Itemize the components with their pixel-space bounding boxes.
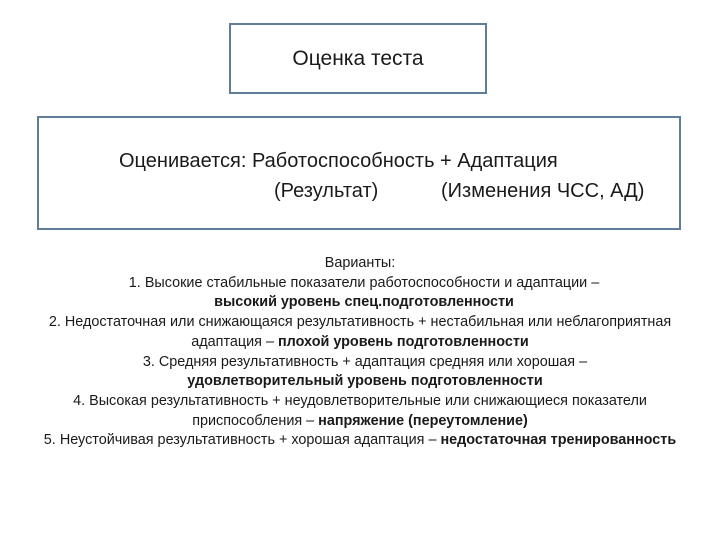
variant-conclusion: плохой уровень подготовленности bbox=[277, 333, 529, 350]
result-label: (Результат) bbox=[274, 180, 379, 202]
variant-item-1 bbox=[30, 274, 690, 313]
variant-item-4 bbox=[30, 392, 690, 431]
variant-conclusion: напряжение (переутомление) bbox=[318, 412, 528, 429]
variant-number: 3. bbox=[142, 353, 155, 370]
title-box bbox=[229, 23, 487, 94]
variant-number: 1. bbox=[128, 274, 141, 291]
variants-heading: Варианты: bbox=[324, 255, 396, 271]
formula-text: Оценивается: Работоспособность + Адаптация bbox=[119, 150, 558, 172]
variant-text: Высокая результативность + неудовлетворительные или снижающиеся показатели приспособления – bbox=[89, 392, 647, 429]
variant-item-2 bbox=[30, 313, 690, 352]
variant-item-3 bbox=[30, 353, 690, 392]
variant-number: 2. bbox=[48, 314, 61, 331]
variant-number: 5. bbox=[43, 432, 56, 449]
variant-text: Высокие стабильные показатели работоспособности и адаптации – bbox=[144, 274, 600, 291]
variant-conclusion: недостаточная тренированность bbox=[440, 432, 677, 449]
variants-list bbox=[30, 254, 690, 451]
variant-text: Неустойчивая результативность + хорошая адаптация – bbox=[59, 432, 437, 449]
changes-label: (Изменения ЧСС, АД) bbox=[441, 180, 645, 202]
variant-text: Средняя результативность + адаптация средняя или хорошая – bbox=[158, 353, 588, 370]
variant-conclusion: удовлетворительный уровень подготовленности bbox=[187, 373, 543, 390]
variant-text: Недостаточная или снижающаяся результативность + нестабильная или неблагоприятная адаптация – bbox=[64, 314, 672, 350]
variant-item-5 bbox=[30, 431, 690, 451]
variant-conclusion: высокий уровень спец.подготовленности bbox=[214, 294, 514, 311]
slide-title: Оценка теста bbox=[292, 46, 424, 70]
variant-number: 4. bbox=[73, 392, 86, 409]
formula-box bbox=[37, 116, 681, 230]
